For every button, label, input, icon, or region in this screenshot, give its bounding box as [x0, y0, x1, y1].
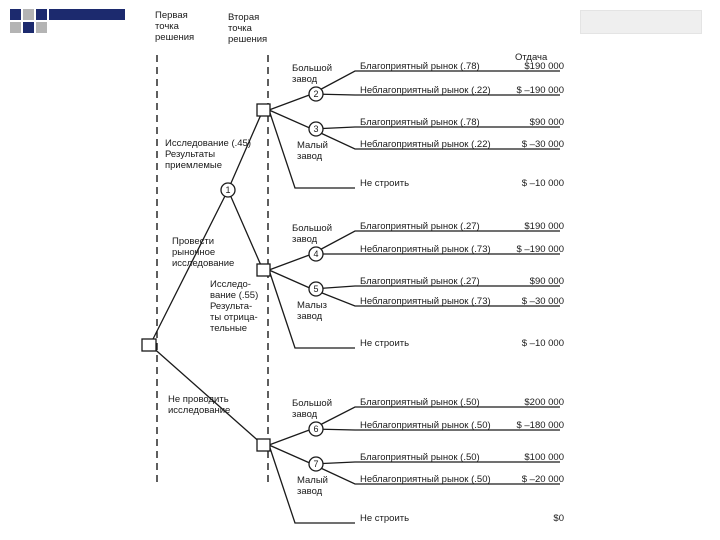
outcome-payoff: $190 000	[524, 221, 564, 232]
outcome-payoff: $200 000	[524, 397, 564, 408]
label-positive-result: Исследование (.45) Результаты приемлемые	[165, 138, 252, 171]
outcome-payoff: $ –10 000	[521, 338, 564, 349]
outcome-payoff: $ –10 000	[521, 178, 564, 189]
chance-node-7-label: 7	[313, 459, 319, 469]
chance-node-5-label: 5	[313, 284, 319, 294]
header-first-decision: Первая точка решения	[155, 10, 195, 43]
outcome-payoff: $ –30 000	[521, 139, 564, 150]
outcome-label: Благоприятный рынок (.78)	[360, 117, 480, 128]
outcome-label: Неблагоприятный рынок (.73)	[360, 296, 491, 307]
outcome-payoff: $ –190 000	[516, 244, 564, 255]
outcome-label: Неблагоприятный рынок (.73)	[360, 244, 491, 255]
decision-node-first	[142, 339, 156, 351]
label-no-survey: Не проводить исследование	[168, 394, 231, 416]
label-small-plant-3: Малый завод	[297, 475, 328, 497]
outcome-label: Не строить	[360, 513, 410, 524]
chance-node-1-label: 1	[225, 185, 231, 195]
outcome-label: Благоприятный рынок (.50)	[360, 397, 480, 408]
label-survey: Провести рыночное исследование	[172, 236, 235, 269]
outcome-payoff: $0	[553, 513, 564, 524]
outcome-label: Благоприятный рынок (.78)	[360, 61, 480, 72]
outcome-label: Благоприятный рынок (.27)	[360, 221, 480, 232]
outcome-label: Неблагоприятный рынок (.22)	[360, 85, 491, 96]
outcome-label: Неблагоприятный рынок (.50)	[360, 420, 491, 431]
outcome-label: Неблагоприятный рынок (.50)	[360, 474, 491, 485]
outcome-label: Не строить	[360, 178, 410, 189]
outcome-payoff: $ –180 000	[516, 420, 564, 431]
decision-node-positive	[257, 104, 270, 116]
label-large-plant-1: Большой завод	[292, 63, 333, 85]
chance-node-2-label: 2	[313, 89, 319, 99]
label-small-plant-1: Малый завод	[297, 140, 328, 162]
outcome-payoff: $100 000	[524, 452, 564, 463]
outcome-payoff: $190 000	[524, 61, 564, 72]
header-payoff: Отдача	[515, 52, 548, 63]
outcome-payoff: $ –30 000	[521, 296, 564, 307]
chance-node-6-label: 6	[313, 424, 319, 434]
outcome-label: Благоприятный рынок (.27)	[360, 276, 480, 287]
label-small-plant-2: Малыз завод	[297, 300, 328, 322]
decision-node-negative	[257, 264, 270, 276]
label-large-plant-2: Большой завод	[292, 223, 333, 245]
chance-node-3-label: 3	[313, 124, 319, 134]
outcome-payoff: $ –20 000	[521, 474, 564, 485]
branch-positive-result	[228, 110, 263, 190]
outcome-label: Не строить	[360, 338, 410, 349]
label-large-plant-3: Большой завод	[292, 398, 333, 420]
outcome-label: Благоприятный рынок (.50)	[360, 452, 480, 463]
outcome-payoff: $90 000	[529, 117, 564, 128]
label-negative-result: Исследо- вание (.55) Результа- ты отрица- тельные	[210, 279, 259, 334]
outcome-label: Неблагоприятный рынок (.22)	[360, 139, 491, 150]
outcome-payoff: $ –190 000	[516, 85, 564, 96]
header-second-decision: Вторая точка решения	[228, 12, 268, 45]
chance-node-4-label: 4	[313, 249, 319, 259]
decision-node-no-survey	[257, 439, 270, 451]
outcome-payoff: $90 000	[529, 276, 564, 287]
